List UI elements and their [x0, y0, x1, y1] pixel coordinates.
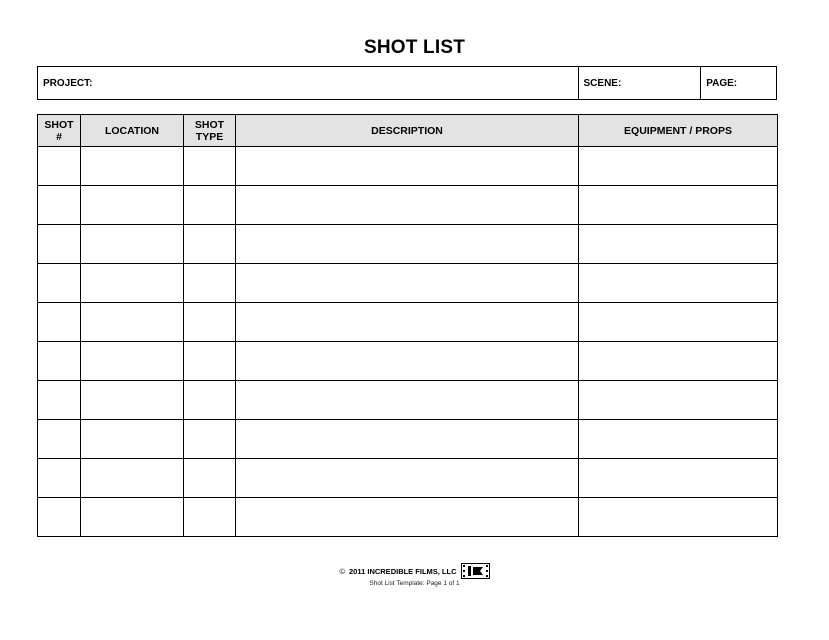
table-cell[interactable] [38, 498, 81, 537]
column-header-line: SHOT [194, 118, 225, 131]
table-cell[interactable] [38, 420, 81, 459]
table-cell[interactable] [236, 303, 579, 342]
table-row [38, 342, 778, 381]
table-cell[interactable] [236, 147, 579, 186]
table-row [38, 303, 778, 342]
table-cell[interactable] [81, 342, 184, 381]
table-cell[interactable] [81, 498, 184, 537]
project-label: PROJECT: [43, 77, 93, 89]
table-row [38, 498, 778, 537]
table-row [38, 459, 778, 498]
table-cell[interactable] [81, 303, 184, 342]
table-cell[interactable] [184, 498, 236, 537]
table-row [38, 186, 778, 225]
table-cell[interactable] [38, 381, 81, 420]
table-row [38, 381, 778, 420]
table-cell[interactable] [38, 147, 81, 186]
copyright-text: 2011 INCREDIBLE FILMS, LLC [349, 566, 457, 576]
table-cell[interactable] [81, 420, 184, 459]
table-cell[interactable] [579, 342, 778, 381]
column-header-shot-type [184, 115, 236, 147]
table-cell[interactable] [81, 225, 184, 264]
table-cell[interactable] [184, 420, 236, 459]
table-cell[interactable] [38, 459, 81, 498]
page-field[interactable] [701, 67, 776, 99]
table-cell[interactable] [81, 381, 184, 420]
table-cell[interactable] [184, 303, 236, 342]
table-cell[interactable] [236, 381, 579, 420]
column-header-line: SHOT [44, 118, 74, 131]
table-cell[interactable] [579, 303, 778, 342]
table-cell[interactable] [184, 147, 236, 186]
table-row [38, 420, 778, 459]
table-cell[interactable] [81, 459, 184, 498]
table-cell[interactable] [184, 342, 236, 381]
table-cell[interactable] [579, 459, 778, 498]
column-header-location [81, 115, 184, 147]
project-field[interactable] [38, 67, 579, 99]
table-cell[interactable] [81, 186, 184, 225]
table-row [38, 264, 778, 303]
table-cell[interactable] [236, 186, 579, 225]
table-cell[interactable] [184, 459, 236, 498]
table-cell[interactable] [81, 264, 184, 303]
table-cell[interactable] [184, 186, 236, 225]
footer-page-note: Shot List Template: Page 1 of 1 [369, 580, 460, 587]
table-cell[interactable] [38, 225, 81, 264]
table-cell[interactable] [579, 420, 778, 459]
table-cell[interactable] [184, 225, 236, 264]
shot-rows [38, 147, 778, 537]
column-header-line: # [56, 130, 62, 143]
table-cell[interactable] [38, 264, 81, 303]
table-row [38, 147, 778, 186]
table-cell[interactable] [184, 381, 236, 420]
scene-label: SCENE: [583, 77, 622, 89]
table-cell[interactable] [236, 498, 579, 537]
table-cell[interactable] [579, 186, 778, 225]
page-title: SHOT LIST [363, 37, 466, 58]
table-cell[interactable] [38, 342, 81, 381]
table-cell[interactable] [236, 420, 579, 459]
table-cell[interactable] [579, 381, 778, 420]
table-cell[interactable] [579, 147, 778, 186]
column-header-line: EQUIPMENT / PROPS [624, 124, 732, 137]
scene-field[interactable] [579, 67, 702, 99]
incredible-films-logo-icon [461, 563, 490, 579]
column-header-shot-number [38, 115, 81, 147]
column-header-line: DESCRIPTION [371, 124, 443, 137]
table-cell[interactable] [236, 342, 579, 381]
table-cell[interactable] [579, 264, 778, 303]
column-header-description [236, 115, 579, 147]
table-cell[interactable] [579, 225, 778, 264]
header-box [37, 66, 777, 100]
footer-copyright [0, 563, 829, 579]
table-row [38, 225, 778, 264]
column-header-line: LOCATION [104, 124, 160, 137]
shot-table [37, 114, 778, 537]
column-header-equipment-props [579, 115, 778, 147]
column-header-line: TYPE [195, 130, 224, 143]
table-cell[interactable] [236, 264, 579, 303]
table-cell[interactable] [579, 498, 778, 537]
table-cell[interactable] [236, 225, 579, 264]
copyright-symbol: © [339, 566, 345, 576]
page-label: PAGE: [706, 77, 738, 89]
table-cell[interactable] [236, 459, 579, 498]
table-cell[interactable] [38, 303, 81, 342]
table-cell[interactable] [38, 186, 81, 225]
table-header-row [38, 115, 778, 147]
table-cell[interactable] [184, 264, 236, 303]
table-cell[interactable] [81, 147, 184, 186]
